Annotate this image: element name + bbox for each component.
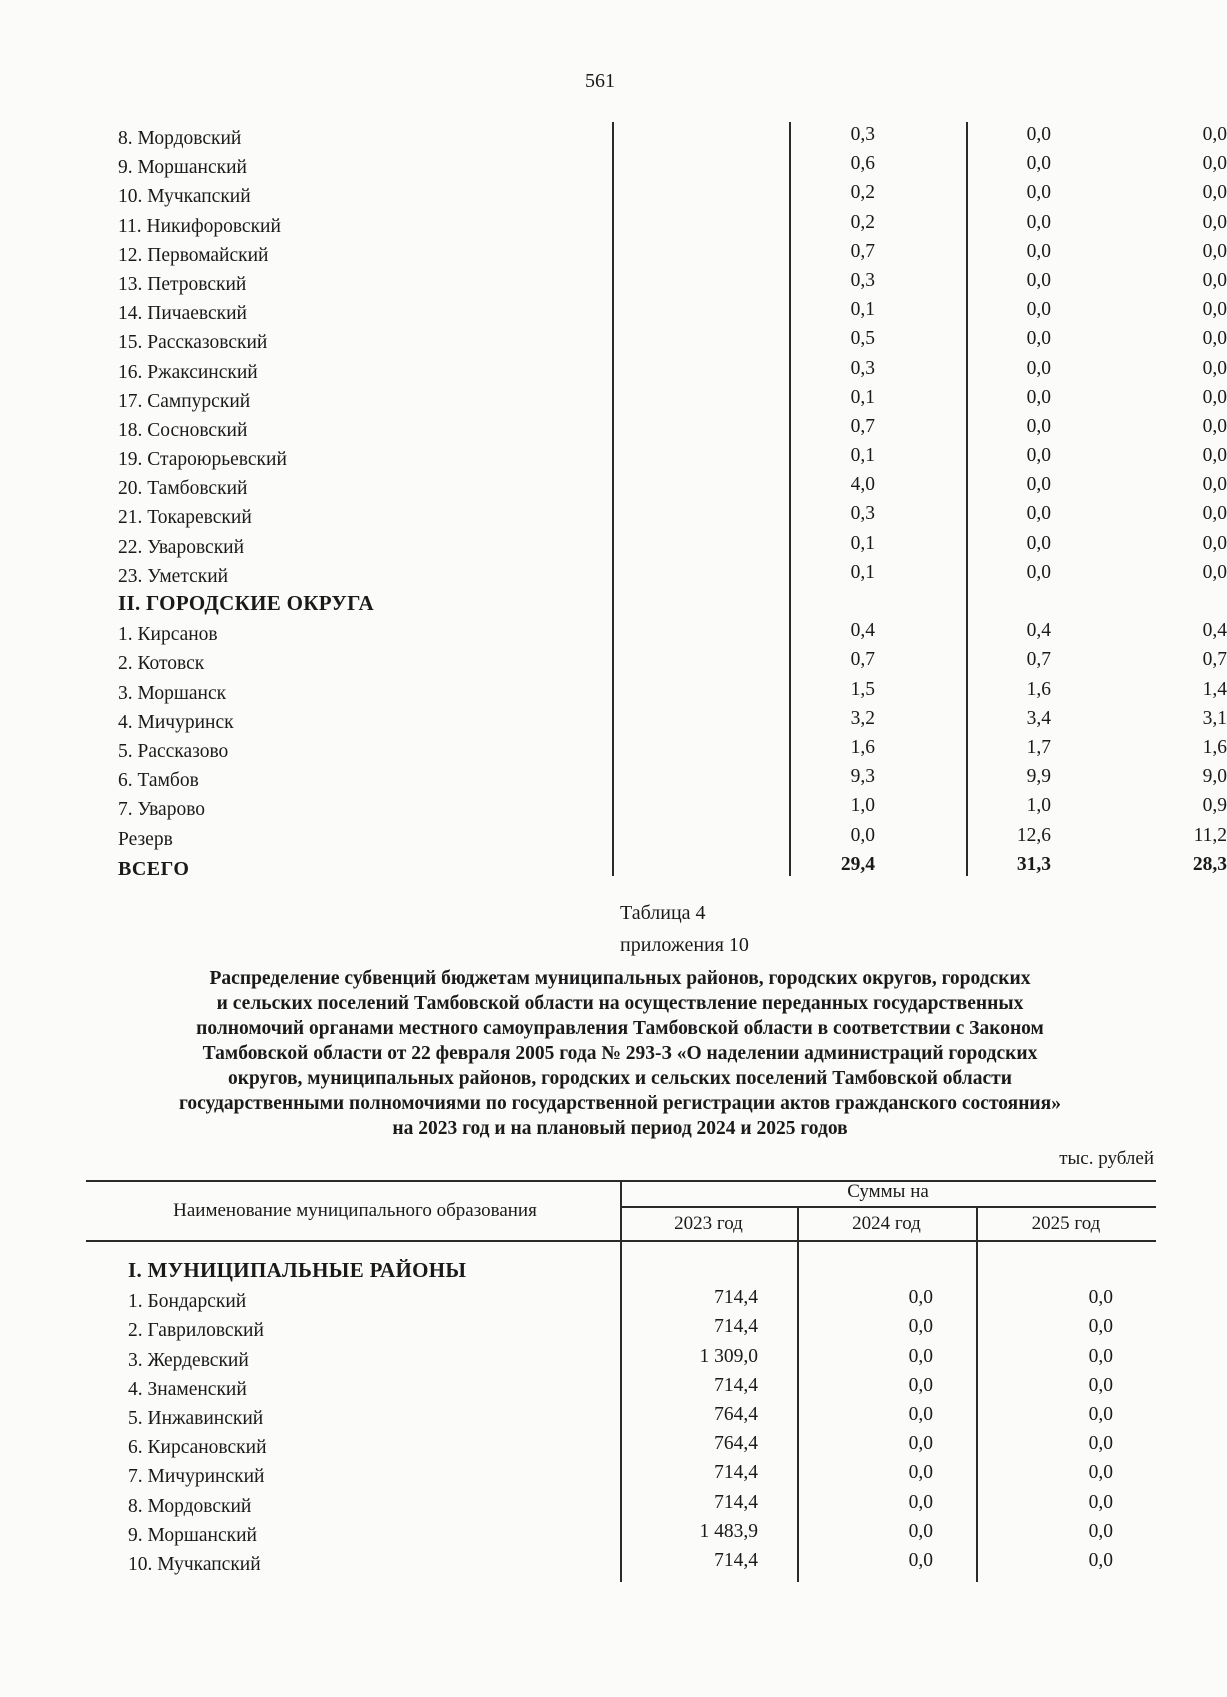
top-table [118,124,1227,883]
value-2025: 0,0 [1202,182,1227,204]
title-line: полномочий органами местного самоуправления Тамбовской области в соответствии с Законом [196,1018,1044,1039]
header-2023: 2023 год [674,1213,743,1234]
value-2023: 714,4 [714,1462,758,1484]
value-2024: 31,3 [1016,853,1051,875]
title-line: государственными полномочиями по государственной регистрации актов гражданского состояния» [179,1093,1061,1114]
row-name: 5. Инжавинский [128,1407,264,1429]
value-2024: 0,0 [1026,532,1051,554]
table-row [128,1346,1168,1375]
table-row [118,707,1227,737]
value-2024: 0,0 [908,1374,933,1396]
value-2024: 0,0 [1026,211,1051,233]
appendix-label: приложения 10 [620,934,749,956]
value-2024: 0,0 [1026,445,1051,467]
value-2024: 0,0 [908,1491,933,1513]
title-line: на 2023 год и на плановый период 2024 и 2025 годов [392,1118,848,1139]
table-row [118,532,1227,562]
value-2024: 0,0 [1026,153,1051,175]
value-2024: 12,6 [1016,824,1051,846]
value-2023: 4,0 [850,474,875,496]
value-2025: 0,7 [1202,649,1227,671]
sums-rule [620,1206,1156,1208]
table-row [118,415,1227,445]
value-2023: 0,3 [850,124,875,145]
value-2025: 0,0 [1202,386,1227,408]
table-row [118,736,1227,766]
value-2023: 29,4 [840,853,875,875]
value-2024: 0,0 [1026,269,1051,291]
table-row [118,211,1227,241]
value-2025: 3,1 [1202,707,1227,729]
row-name: 9. Моршанский [118,157,247,179]
row-name: 6. Тамбов [118,770,199,792]
value-2025: 0,0 [1088,1374,1113,1396]
row-name: 9. Моршанский [128,1524,257,1546]
value-2023: 0,2 [850,211,875,233]
value-2024: 0,0 [908,1345,933,1367]
value-2025: 0,0 [1202,474,1227,496]
section-row [118,591,1158,620]
value-2024: 0,0 [908,1287,933,1309]
row-name: 18. Сосновский [118,419,248,441]
value-2025: 0,0 [1088,1549,1113,1571]
value-2024: 9,9 [1026,766,1051,788]
value-2024: 0,0 [1026,124,1051,145]
value-2024: 0,0 [1026,357,1051,379]
row-name: 7. Мичуринский [128,1466,265,1488]
table-row [118,386,1227,416]
value-2023: 1,5 [850,678,875,700]
value-2025: 0,0 [1202,445,1227,467]
value-2024: 0,0 [1026,182,1051,204]
value-2023: 0,6 [850,153,875,175]
table-row [118,649,1227,678]
table-row [118,678,1227,708]
value-2024: 0,0 [908,1316,933,1338]
value-2023: 1,0 [850,795,875,817]
value-2024: 3,4 [1026,707,1051,729]
table-row [128,1375,1168,1404]
value-2023: 0,1 [850,445,875,467]
table-row [118,474,1227,503]
row-name: 10. Мучкапский [128,1553,261,1575]
row-name: 11. Никифоровский [118,215,281,237]
value-2023: 1 483,9 [699,1520,758,1542]
value-2025: 0,0 [1202,211,1227,233]
table-row [118,766,1227,795]
row-name: II. ГОРОДСКИЕ ОКРУГА [118,591,374,615]
value-2024: 0,0 [1026,386,1051,408]
value-2023: 764,4 [714,1433,758,1455]
value-2025: 0,0 [1202,561,1227,583]
table-row [128,1404,1168,1433]
value-2024: 0,0 [1026,240,1051,262]
value-2025: 0,0 [1202,415,1227,437]
table-row [118,153,1227,182]
row-name: 20. Тамбовский [118,478,248,500]
row-name: 21. Токаревский [118,507,252,529]
value-2024: 0,0 [908,1520,933,1542]
table-row [118,299,1227,328]
value-2025: 0,4 [1202,620,1227,642]
row-name: 2. Котовск [118,653,205,675]
title-line: Распределение субвенций бюджетам муниципальных районов, городских округов, городских [209,968,1031,989]
value-2024: 0,0 [908,1462,933,1484]
table-row [128,1462,1168,1491]
value-2024: 0,0 [908,1403,933,1425]
table-row [118,561,1227,591]
table-4 [128,1258,1168,1579]
value-2025: 0,0 [1088,1345,1113,1367]
value-2024: 0,0 [908,1549,933,1571]
value-2025: 0,0 [1202,299,1227,321]
page-number: 561 [585,70,615,92]
row-name: 15. Рассказовский [118,332,268,354]
value-2023: 714,4 [714,1287,758,1309]
value-2023: 0,3 [850,269,875,291]
value-2025: 1,6 [1202,736,1227,758]
value-2023: 714,4 [714,1374,758,1396]
value-2023: 1,6 [850,736,875,758]
table-row [118,824,1227,854]
total-row [118,853,1227,883]
row-name: 17. Сампурский [118,390,251,412]
value-2024: 1,0 [1026,795,1051,817]
value-2023: 1 309,0 [699,1345,758,1367]
value-2025: 0,0 [1202,153,1227,175]
row-name: 16. Ржаксинский [118,361,258,383]
value-2023: 0,1 [850,561,875,583]
row-name: 19. Староюрьевский [118,449,287,471]
table-row [128,1521,1168,1550]
value-2023: 714,4 [714,1549,758,1571]
table-row [128,1433,1168,1462]
value-2025: 9,0 [1202,766,1227,788]
table-row [118,328,1227,357]
value-2025: 0,0 [1088,1316,1113,1338]
value-2025: 0,9 [1202,795,1227,817]
title-line: и сельских поселений Тамбовской области на осуществление переданных государственных [216,993,1024,1014]
units-label: тыс. рублей [1059,1148,1154,1169]
value-2024: 0,0 [1026,474,1051,496]
value-2024: 0,0 [1026,503,1051,525]
value-2024: 0,7 [1026,649,1051,671]
value-2023: 0,1 [850,299,875,321]
table-row [118,182,1227,211]
value-2023: 764,4 [714,1403,758,1425]
section-row [128,1258,1168,1287]
value-2024: 1,7 [1026,736,1051,758]
header-name-column: Наименование муниципального образования [173,1200,537,1221]
row-name: 1. Кирсанов [118,624,218,646]
value-2024: 0,0 [1026,415,1051,437]
value-2023: 0,7 [850,649,875,671]
row-name: 8. Мордовский [128,1495,252,1517]
row-name: 4. Знаменский [128,1378,247,1400]
value-2024: 1,6 [1026,678,1051,700]
table-label: Таблица 4 [620,902,706,924]
row-name: 10. Мучкапский [118,186,251,208]
value-2025: 0,0 [1088,1491,1113,1513]
table-row [128,1287,1168,1316]
value-2025: 0,0 [1202,328,1227,350]
value-2025: 0,0 [1088,1520,1113,1542]
value-2024: 0,0 [1026,328,1051,350]
row-name: 22. Уваровский [118,536,245,558]
value-2023: 0,4 [850,620,875,642]
table-row [128,1316,1168,1345]
value-2025: 1,4 [1202,678,1227,700]
row-name: 23. Уметский [118,565,229,587]
value-2023: 0,1 [850,386,875,408]
table-row [118,445,1227,474]
table-row [118,357,1227,387]
value-2023: 0,7 [850,240,875,262]
value-2025: 0,0 [1202,357,1227,379]
table-row [128,1492,1168,1521]
row-name: 6. Кирсановский [128,1437,267,1459]
value-2025: 11,2 [1193,824,1227,846]
row-name: ВСЕГО [118,857,190,880]
value-2025: 0,0 [1202,124,1227,145]
row-name: 8. Мордовский [118,128,242,149]
value-2023: 714,4 [714,1491,758,1513]
value-2025: 0,0 [1202,269,1227,291]
table-row [118,503,1227,532]
row-name: 5. Рассказово [118,740,229,762]
value-2024: 0,0 [1026,561,1051,583]
value-2023: 714,4 [714,1316,758,1338]
table-title [90,966,1150,1141]
table-row [128,1550,1168,1579]
value-2025: 28,3 [1192,853,1227,875]
row-name: 12. Первомайский [118,244,269,266]
title-line: Тамбовской области от 22 февраля 2005 года № 293-З «О наделении администраций городских [202,1043,1038,1064]
row-name: 3. Жердевский [128,1349,249,1371]
header-2024: 2024 год [852,1213,921,1234]
row-name: 1. Бондарский [128,1291,247,1313]
title-line: округов, муниципальных районов, городских и сельских поселений Тамбовской области [228,1068,1012,1089]
value-2023: 0,3 [850,503,875,525]
value-2025: 0,0 [1088,1462,1113,1484]
row-name: 2. Гавриловский [128,1320,264,1342]
value-2024: 0,4 [1026,620,1051,642]
table-row [118,620,1227,649]
header-2025: 2025 год [1031,1213,1101,1234]
header-sums: Суммы на [847,1181,929,1202]
row-name: Резерв [118,828,173,850]
value-2024: 0,0 [1026,299,1051,321]
row-name: 3. Моршанск [118,682,227,704]
value-2025: 0,0 [1202,503,1227,525]
table-row [118,124,1227,153]
value-2025: 0,0 [1088,1287,1113,1309]
value-2023: 3,2 [850,707,875,729]
table-row [118,240,1227,270]
row-name: I. МУНИЦИПАЛЬНЫЕ РАЙОНЫ [128,1258,467,1282]
table-row [118,269,1227,299]
value-2023: 0,7 [850,415,875,437]
row-name: 7. Уварово [118,799,206,821]
value-2023: 0,0 [850,824,875,846]
value-2025: 0,0 [1202,532,1227,554]
value-2023: 0,1 [850,532,875,554]
value-2024: 0,0 [908,1433,933,1455]
value-2023: 0,2 [850,182,875,204]
row-name: 13. Петровский [118,273,247,295]
value-2025: 0,0 [1202,240,1227,262]
value-2025: 0,0 [1088,1403,1113,1425]
value-2025: 0,0 [1088,1433,1113,1455]
value-2023: 0,3 [850,357,875,379]
value-2023: 0,5 [850,328,875,350]
value-2023: 9,3 [850,766,875,788]
row-name: 4. Мичуринск [118,711,234,733]
table-row [118,795,1227,824]
row-name: 14. Пичаевский [118,303,247,325]
